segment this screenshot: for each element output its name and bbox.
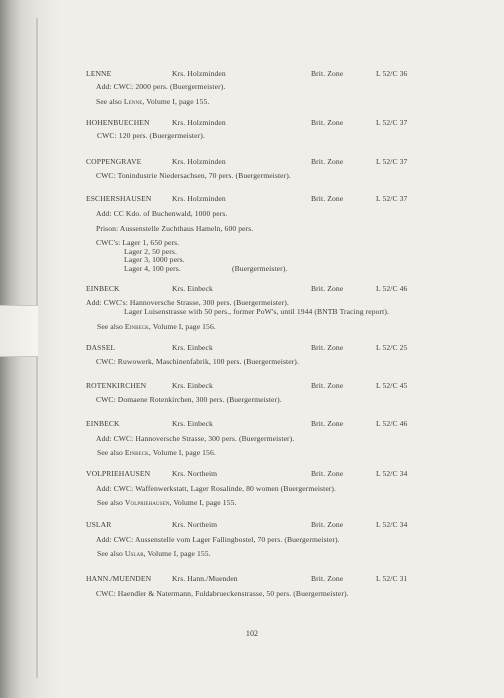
grid-reference: L 52/C 36 bbox=[376, 69, 408, 78]
entry-header bbox=[0, 157, 504, 169]
zone-label: Brit. Zone bbox=[311, 469, 344, 478]
entry-detail-line bbox=[96, 82, 225, 91]
zone-label: Brit. Zone bbox=[311, 574, 344, 583]
district-name: Krs. Einbeck bbox=[172, 284, 213, 293]
entry-detail-line bbox=[97, 322, 216, 331]
place-name: COPPENGRAVE bbox=[86, 157, 142, 166]
place-name: EINBECK bbox=[86, 419, 120, 428]
detail-text: Add: CWC's: Hannoversche Strasse, 300 pers. (Buergermeister). bbox=[86, 298, 289, 307]
entry-detail-line bbox=[97, 498, 236, 507]
place-name: DASSEL bbox=[86, 343, 116, 352]
see-also-suffix: , Volume I, page 155. bbox=[143, 549, 211, 558]
zone-label: Brit. Zone bbox=[311, 118, 344, 127]
entry-detail-line bbox=[86, 298, 289, 307]
place-name: ESCHERSHAUSEN bbox=[86, 194, 152, 203]
detail-text: Add: CWC: 2000 pers. (Buergermeister). bbox=[96, 82, 226, 91]
detail-text: CWC's: Lager 1, 650 pers. bbox=[96, 238, 180, 247]
district-name: Krs. Einbeck bbox=[172, 343, 213, 352]
entry-detail-line bbox=[124, 264, 288, 273]
entry-detail-line bbox=[96, 357, 299, 366]
place-name: HOHENBUECHEN bbox=[86, 118, 150, 127]
detail-text: CWC: Ruwowerk, Maschinenfabrik, 100 pers. (Buergermeister). bbox=[96, 357, 299, 366]
detail-text: CWC: Tonindustrie Niedersachsen, 70 pers. (Buergermeister). bbox=[96, 171, 291, 180]
cross-reference: Einbeck bbox=[124, 322, 149, 331]
district-name: Krs. Einbeck bbox=[172, 419, 213, 428]
grid-reference: L 52/C 34 bbox=[376, 520, 408, 529]
zone-label: Brit. Zone bbox=[311, 194, 344, 203]
page-number: 102 bbox=[245, 629, 259, 638]
entry-header bbox=[0, 69, 504, 81]
cross-reference: Lenne bbox=[123, 97, 143, 106]
see-also-prefix: See also bbox=[97, 448, 125, 457]
grid-reference: L 52/C 37 bbox=[376, 118, 408, 127]
entry-detail-line bbox=[96, 484, 336, 493]
detail-text: Add: CC Kdo. of Buchenwald, 1000 pers. bbox=[96, 209, 228, 218]
district-name: Krs. Hann./Muenden bbox=[172, 574, 238, 583]
entry-header bbox=[0, 284, 504, 296]
zone-label: Brit. Zone bbox=[311, 419, 344, 428]
see-also-prefix: See also bbox=[97, 498, 125, 507]
entry-detail-line bbox=[96, 395, 282, 404]
detail-text: Lager 3, 1000 pers. bbox=[124, 255, 185, 264]
district-name: Krs. Northeim bbox=[172, 469, 218, 478]
entry-detail-line bbox=[96, 238, 179, 247]
entry-detail-line bbox=[96, 535, 340, 544]
entry-header bbox=[0, 118, 504, 130]
district-name: Krs. Holzminden bbox=[172, 118, 226, 127]
district-name: Krs. Holzminden bbox=[172, 194, 226, 203]
place-name: USLAR bbox=[86, 520, 112, 529]
cross-reference: Uslar bbox=[124, 549, 144, 558]
see-also-suffix: , Volume I, page 155. bbox=[169, 498, 237, 507]
entry-header bbox=[0, 469, 504, 481]
entry-header bbox=[0, 194, 504, 206]
entry-header bbox=[0, 520, 504, 532]
place-name: HANN./MUENDEN bbox=[86, 574, 152, 583]
detail-text: CWC: 120 pers. (Buergermeister). bbox=[97, 131, 205, 140]
see-also-suffix: , Volume I, page 156. bbox=[148, 322, 216, 331]
zone-label: Brit. Zone bbox=[311, 284, 344, 293]
entry-header bbox=[0, 381, 504, 393]
zone-label: Brit. Zone bbox=[311, 69, 344, 78]
place-name: ROTENKIRCHEN bbox=[86, 381, 147, 390]
district-name: Krs. Holzminden bbox=[172, 157, 226, 166]
detail-note: (Buergermeister). bbox=[232, 264, 288, 273]
entry-detail-line bbox=[96, 209, 227, 218]
grid-reference: L 52/C 34 bbox=[376, 469, 408, 478]
district-name: Krs. Northeim bbox=[172, 520, 218, 529]
entry-detail-line bbox=[96, 224, 253, 233]
entry-detail-line bbox=[124, 255, 185, 264]
see-also-prefix: See also bbox=[97, 549, 125, 558]
zone-label: Brit. Zone bbox=[311, 520, 344, 529]
entry-header bbox=[0, 419, 504, 431]
grid-reference: L 52/C 37 bbox=[376, 157, 408, 166]
zone-label: Brit. Zone bbox=[311, 343, 344, 352]
grid-reference: L 52/C 25 bbox=[376, 343, 408, 352]
grid-reference: L 52/C 37 bbox=[376, 194, 408, 203]
grid-reference: L 52/C 46 bbox=[376, 419, 408, 428]
detail-text: Lager 2, 50 pers. bbox=[124, 247, 177, 256]
district-name: Krs. Holzminden bbox=[172, 69, 226, 78]
cross-reference: Einbeck bbox=[124, 448, 149, 457]
entry-detail-line bbox=[96, 434, 294, 443]
zone-label: Brit. Zone bbox=[311, 381, 344, 390]
entry-header bbox=[0, 574, 504, 586]
grid-reference: L 52/C 31 bbox=[376, 574, 408, 583]
see-also-suffix: , Volume I, page 155. bbox=[142, 97, 210, 106]
detail-text: CWC: Domaene Rotenkirchen, 300 pers. (Buergermeister). bbox=[96, 395, 282, 404]
cross-reference: Volpriehausen bbox=[124, 498, 170, 507]
grid-reference: L 52/C 46 bbox=[376, 284, 408, 293]
entry-detail-line bbox=[124, 307, 389, 316]
place-name: LENNE bbox=[86, 69, 112, 78]
place-name: VOLPRIEHAUSEN bbox=[86, 469, 151, 478]
detail-text: Add: CWC: Hannoversche Strasse, 300 pers. (Buergermeister). bbox=[96, 434, 295, 443]
district-name: Krs. Einbeck bbox=[172, 381, 213, 390]
detail-text: Lager Luisenstrasse with 50 pers., former PoW's, until 1944 (BNTB Tracing report). bbox=[124, 307, 389, 316]
zone-label: Brit. Zone bbox=[311, 157, 344, 166]
entry-header bbox=[0, 343, 504, 355]
see-also-prefix: See also bbox=[97, 322, 125, 331]
detail-text: Prison: Aussenstelle Zuchthaus Hameln, 600 pers. bbox=[96, 224, 254, 233]
entry-detail-line bbox=[96, 171, 291, 180]
place-name: EINBECK bbox=[86, 284, 120, 293]
entry-detail-line bbox=[96, 97, 209, 106]
entry-detail-line bbox=[96, 589, 349, 598]
see-also-prefix: See also bbox=[96, 97, 124, 106]
entry-detail-line bbox=[97, 549, 211, 558]
see-also-suffix: , Volume I, page 156. bbox=[148, 448, 216, 457]
entry-detail-line bbox=[97, 131, 205, 140]
entry-detail-line bbox=[97, 448, 216, 457]
detail-text: CWC: Haendler & Natermann, Fuldabrueckenstrasse, 50 pers. (Buergermeister). bbox=[96, 589, 349, 598]
detail-text: Lager 4, 100 pers. bbox=[124, 264, 181, 273]
grid-reference: L 52/C 45 bbox=[376, 381, 408, 390]
detail-text: Add: CWC: Aussenstelle vom Lager Fallingbostel, 70 pers. (Buergermeister). bbox=[96, 535, 340, 544]
detail-text: Add: CWC: Waffenwerkstatt, Lager Rosalinde, 80 women (Buergermeister). bbox=[96, 484, 337, 493]
